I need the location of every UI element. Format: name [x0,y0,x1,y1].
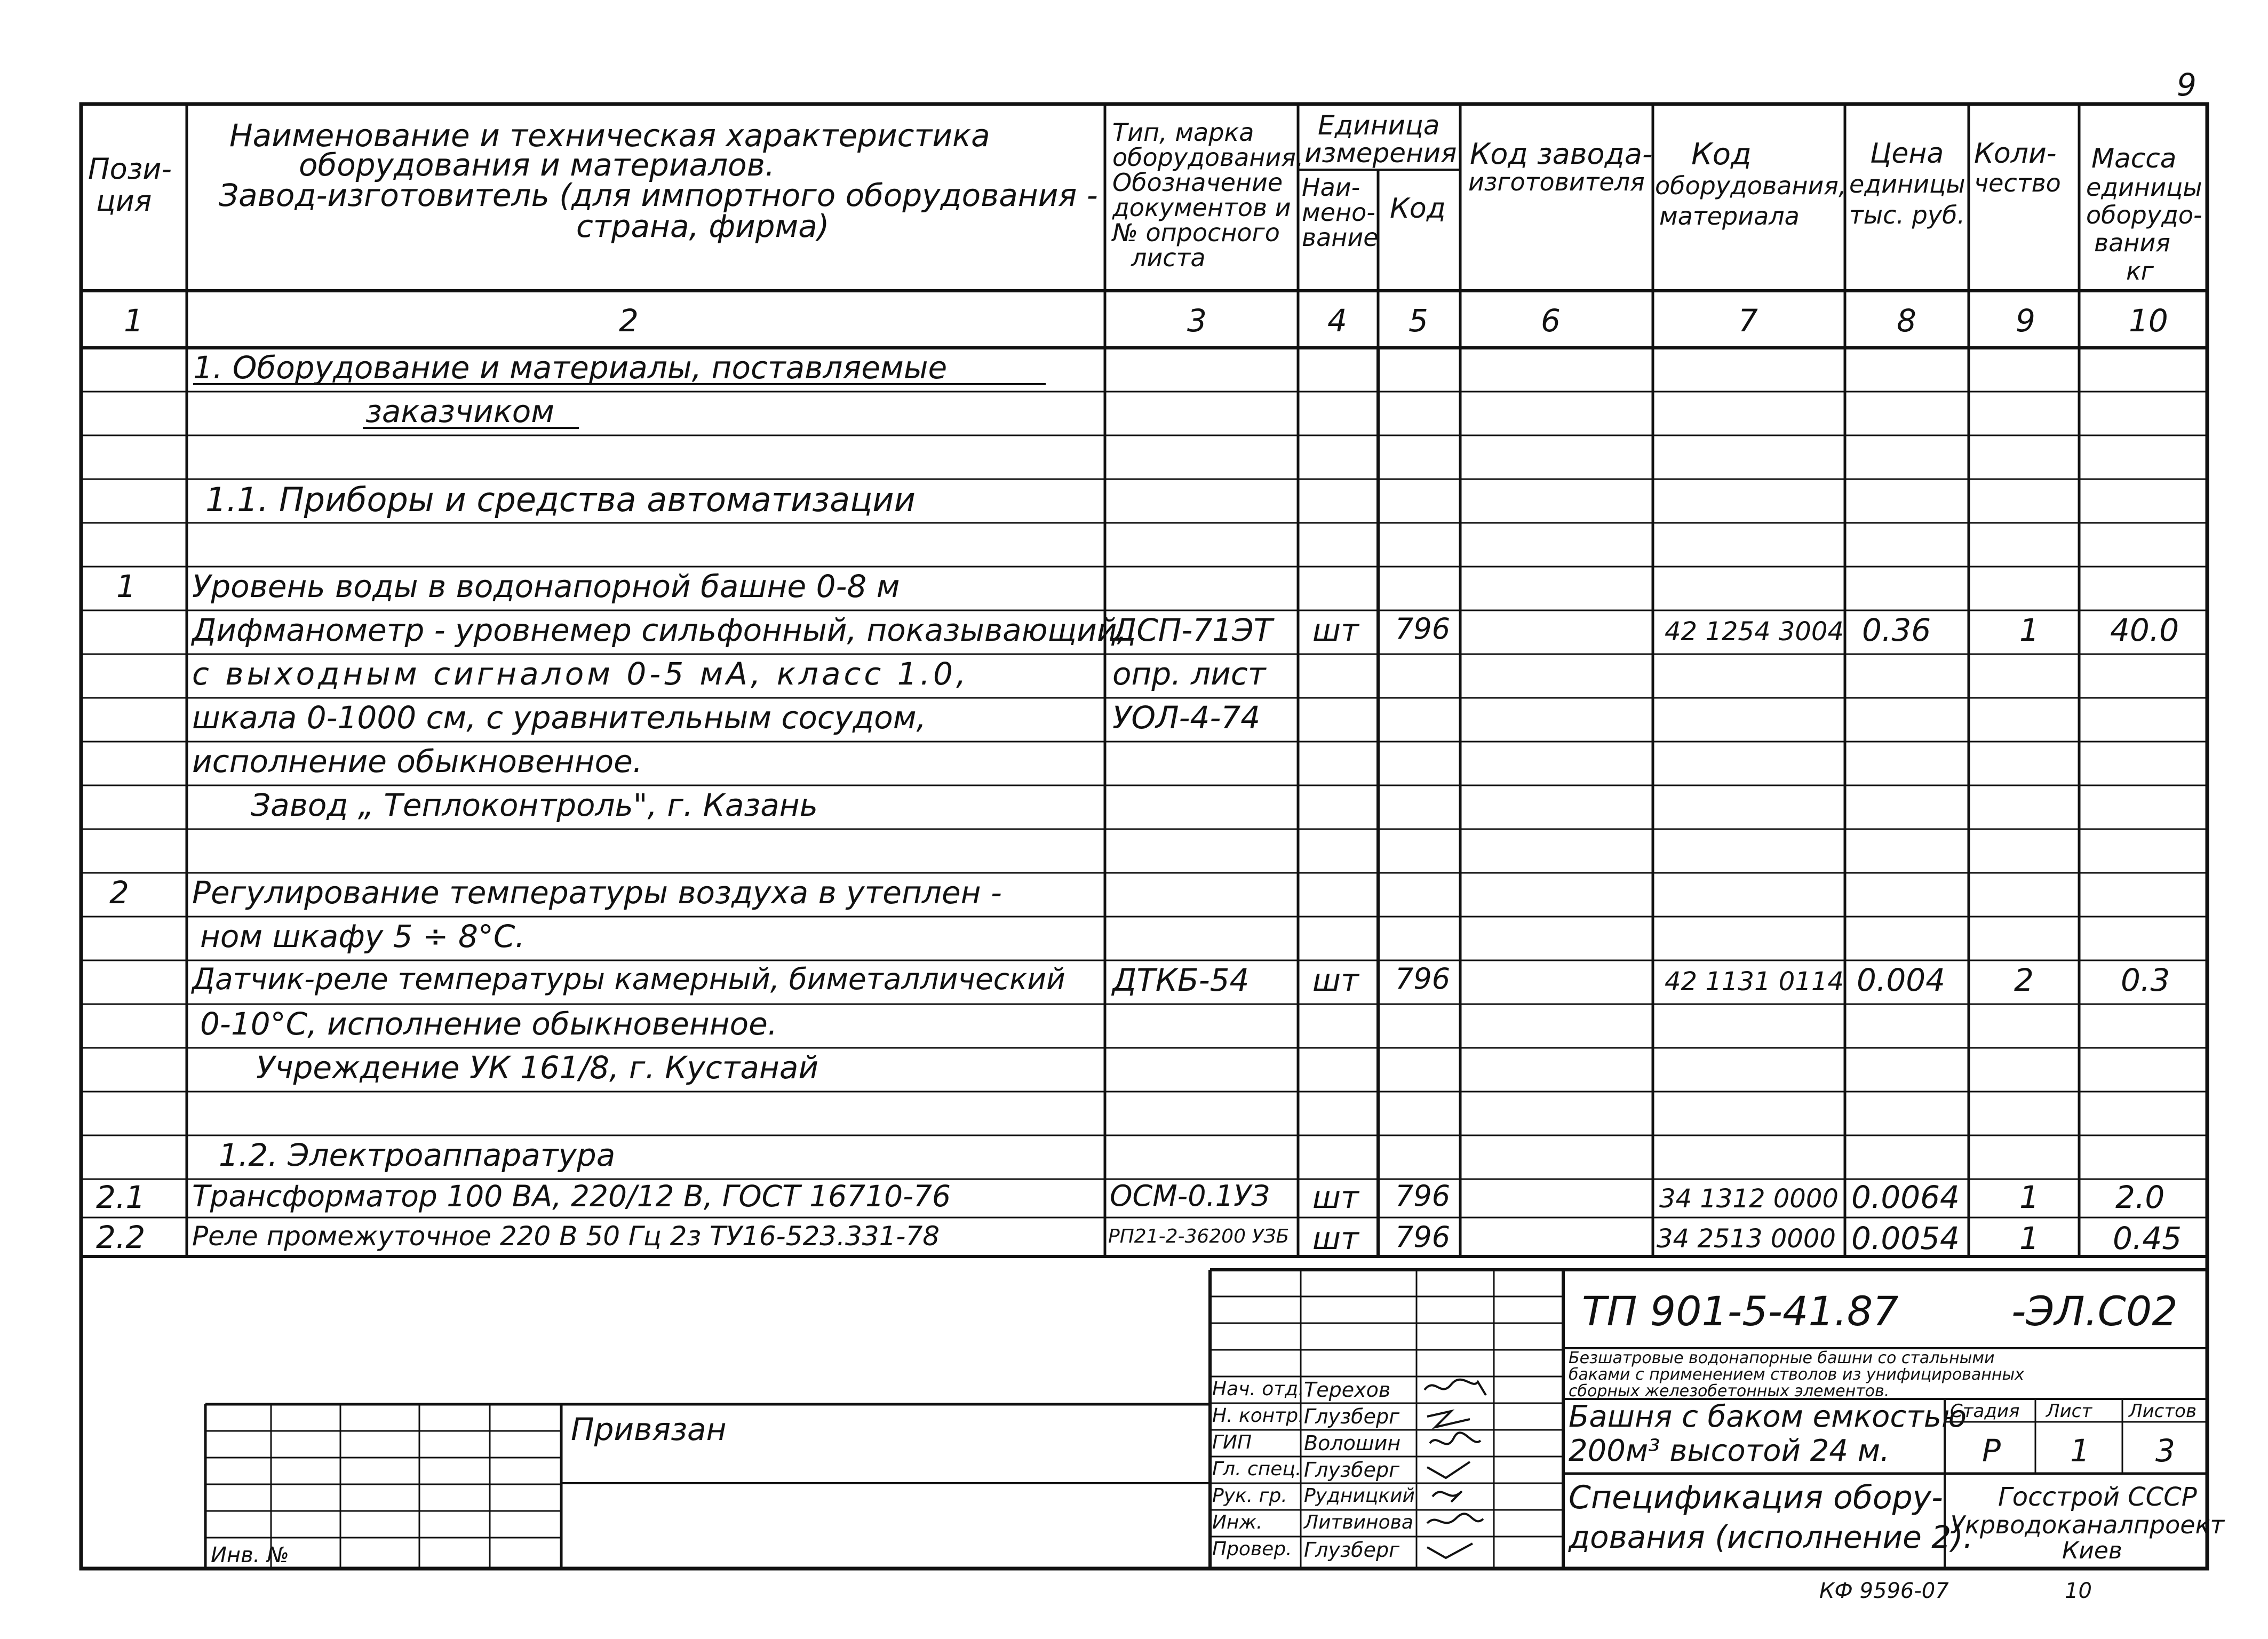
row-price: 0.004 [1857,962,1946,998]
header-text: Тип, марка [1112,118,1254,147]
row-type: РП21-2-36200 УЗБ [1108,1226,1290,1247]
sheet-number: 9 [2177,67,2197,103]
header-text: Наи- [1302,173,1360,202]
object-name: Башня с баком емкостью [1569,1399,1967,1434]
binding-label: Привязан [571,1411,727,1447]
row-material-code: 34 1312 0000 [1659,1184,1839,1214]
row-qty: 1 [2019,1220,2039,1256]
header-text: страна, фирма) [576,208,830,244]
row-manufacturer: Учреждение УК 161/8, г. Кустанай [256,1049,819,1086]
header-text: мено- [1302,198,1375,227]
stage-label: Стадия [1950,1401,2020,1422]
sheet-value: 1 [2070,1433,2090,1469]
header-text: листа [1131,243,1206,272]
column-number: 7 [1738,303,1758,339]
document-code: ТП 901-5-41.87 [1582,1287,1899,1335]
row-type: ДСП-71ЭТ [1112,612,1273,648]
column-number: 4 [1327,303,1347,339]
sheet-label: Лист [2046,1401,2092,1422]
signer-name: Рудницкий [1304,1485,1415,1507]
row-name: Уровень воды в водонапорной башне 0-8 м [192,568,900,604]
row-type: ДТКБ-54 [1112,962,1250,998]
document-suffix: -ЭЛ.С02 [2011,1287,2178,1335]
column-number: 2 [619,303,639,339]
project-description: баками с применением стволов из унифицированных [1569,1365,2024,1384]
section-title: 1. Оборудование и материалы, поставляемые [193,349,948,386]
header-text: Коли- [1974,138,2057,170]
signer-name: Терехов [1304,1378,1391,1402]
row-price: 0.0054 [1851,1220,1960,1256]
document-title: дования (исполнение 2). [1569,1519,1973,1555]
header-text: № опросного [1112,218,1280,247]
row-mass: 2.0 [2115,1179,2165,1215]
row-mass: 0.45 [2113,1220,2182,1256]
row-name: Дифманометр - уровнемер сильфонный, показывающий, [192,612,1127,648]
sheets-value: 3 [2155,1433,2175,1469]
row-unit: шт [1312,1179,1359,1215]
header-text: изготовителя [1468,168,1645,196]
header-text: единицы [1849,170,1965,198]
signer-name: Глузберг [1304,1538,1400,1562]
row-mass: 0.3 [2121,962,2170,998]
header-text: материала [1659,202,1800,230]
row-material-code: 42 1131 0114 [1665,967,1844,997]
row-position: 2 [109,874,129,911]
row-type: опр. лист [1112,656,1266,692]
object-name: 200м³ высотой 24 м. [1569,1434,1890,1468]
row-name: 0-10°С, исполнение обыкновенное. [200,1006,778,1042]
header-text: оборудования, [1655,171,1847,200]
header-text: чество [1974,169,2061,197]
row-unit-code: 796 [1395,1179,1451,1213]
row-position: 2.2 [96,1219,146,1255]
header-text: вание [1302,223,1379,252]
sheets-label: Листов [2129,1401,2197,1422]
row-name: ном шкафу 5 ÷ 8°С. [200,918,525,954]
row-position: 2.1 [96,1179,146,1215]
row-name: Регулирование температуры воздуха в утеплен - [192,874,1002,911]
signer-name: Литвинова [1304,1511,1413,1533]
inventory-number-label: Инв. № [211,1543,289,1568]
stage-value: Р [1982,1433,2001,1469]
header-text: документов и [1112,193,1291,222]
header-text: вания [2094,228,2170,257]
organization: Госстрой СССР [1998,1482,2197,1512]
row-name: с выходным сигналом 0-5 мА, класс 1.0, [192,656,969,692]
organization: Укрводоканалпроект [1950,1510,2225,1539]
header-text: Код завода- [1470,137,1653,171]
header-text: Пози- [88,152,172,186]
column-number: 3 [1187,303,1207,339]
header-text: оборудования. [1112,143,1304,172]
column-number: 6 [1541,303,1561,339]
row-type: УОЛ-4-74 [1112,699,1261,736]
signer-role: Провер. [1212,1538,1292,1560]
footer-page: 10 [2065,1579,2092,1603]
subsection-title: 1.1. Приборы и средства автоматизации [205,480,916,519]
header-text: Обозначение [1112,168,1283,197]
signer-role: Гл. спец. [1212,1458,1302,1480]
section-title: заказчиком [365,393,555,429]
archive-number: КФ 9596-07 [1819,1579,1949,1603]
row-unit-code: 796 [1395,962,1451,996]
row-name: Реле промежуточное 220 В 50 Гц 2з ТУ16-523.331-78 [192,1221,940,1252]
column-number: 9 [2016,303,2035,339]
row-unit: шт [1312,612,1359,648]
row-type: ОСМ-0.1УЗ [1110,1179,1270,1213]
column-number: 10 [2129,303,2168,339]
row-unit-code: 796 [1395,612,1451,646]
column-number: 1 [124,303,144,339]
row-position: 1 [116,568,136,604]
header-text: Код [1390,193,1446,225]
row-material-code: 34 2513 0000 [1657,1224,1836,1254]
signer-name: Глузберг [1304,1458,1400,1482]
header-text: тыс. руб. [1849,201,1965,229]
row-name: исполнение обыкновенное. [192,743,643,779]
signer-role: Нач. отд. [1212,1378,1304,1400]
header-text: Код [1691,137,1752,172]
project-description: Безшатровые водонапорные башни со стальными [1569,1349,1995,1367]
header-text: единицы [2086,173,2202,202]
signer-name: Глузберг [1304,1405,1400,1428]
header-text: Единица [1318,110,1440,141]
row-name: шкала 0-1000 см, с уравнительным сосудом, [192,699,926,736]
row-price: 0.0064 [1851,1179,1960,1215]
row-mass: 40.0 [2110,612,2179,648]
subsection-title: 1.2. Электроаппаратура [219,1137,616,1173]
row-unit: шт [1312,962,1359,998]
header-text: Цена [1870,138,1944,170]
signer-role: Н. контр. [1212,1405,1304,1427]
row-name: Датчик-реле температуры камерный, биметаллический [192,962,1065,996]
row-material-code: 42 1254 3004 [1665,617,1844,647]
header-text: Завод-изготовитель (для импортного оборудования - [219,177,1098,213]
row-unit-code: 796 [1395,1220,1451,1254]
signer-role: ГИП [1212,1431,1252,1453]
header-text: оборудо- [2086,201,2202,229]
row-qty: 1 [2019,612,2039,648]
signer-name: Волошин [1304,1431,1401,1455]
organization: Киев [2062,1537,2122,1564]
signer-role: Инж. [1212,1511,1263,1533]
signature-mark [1419,1374,1494,1566]
row-price: 0.36 [1862,612,1931,648]
header-text: ция [96,184,152,218]
row-qty: 2 [2014,962,2034,998]
row-name: Трансформатор 100 ВА, 220/12 В, ГОСТ 16710-76 [192,1179,951,1213]
signer-role: Рук. гр. [1212,1485,1287,1507]
header-text: Наименование и техническая характеристика [229,117,990,154]
row-unit: шт [1312,1220,1359,1256]
project-description: сборных железобетонных элементов. [1569,1382,1890,1401]
header-text: Масса [2091,143,2177,174]
row-manufacturer: Завод „ Теплоконтроль", г. Казань [251,787,818,823]
document-title: Спецификация обору- [1569,1479,1943,1516]
header-text: оборудования и материалов. [299,147,775,183]
column-number: 8 [1897,303,1916,339]
row-qty: 1 [2019,1179,2039,1215]
header-text: измерения [1304,138,1457,169]
column-number: 5 [1408,303,1428,339]
header-text: кг [2126,257,2154,285]
